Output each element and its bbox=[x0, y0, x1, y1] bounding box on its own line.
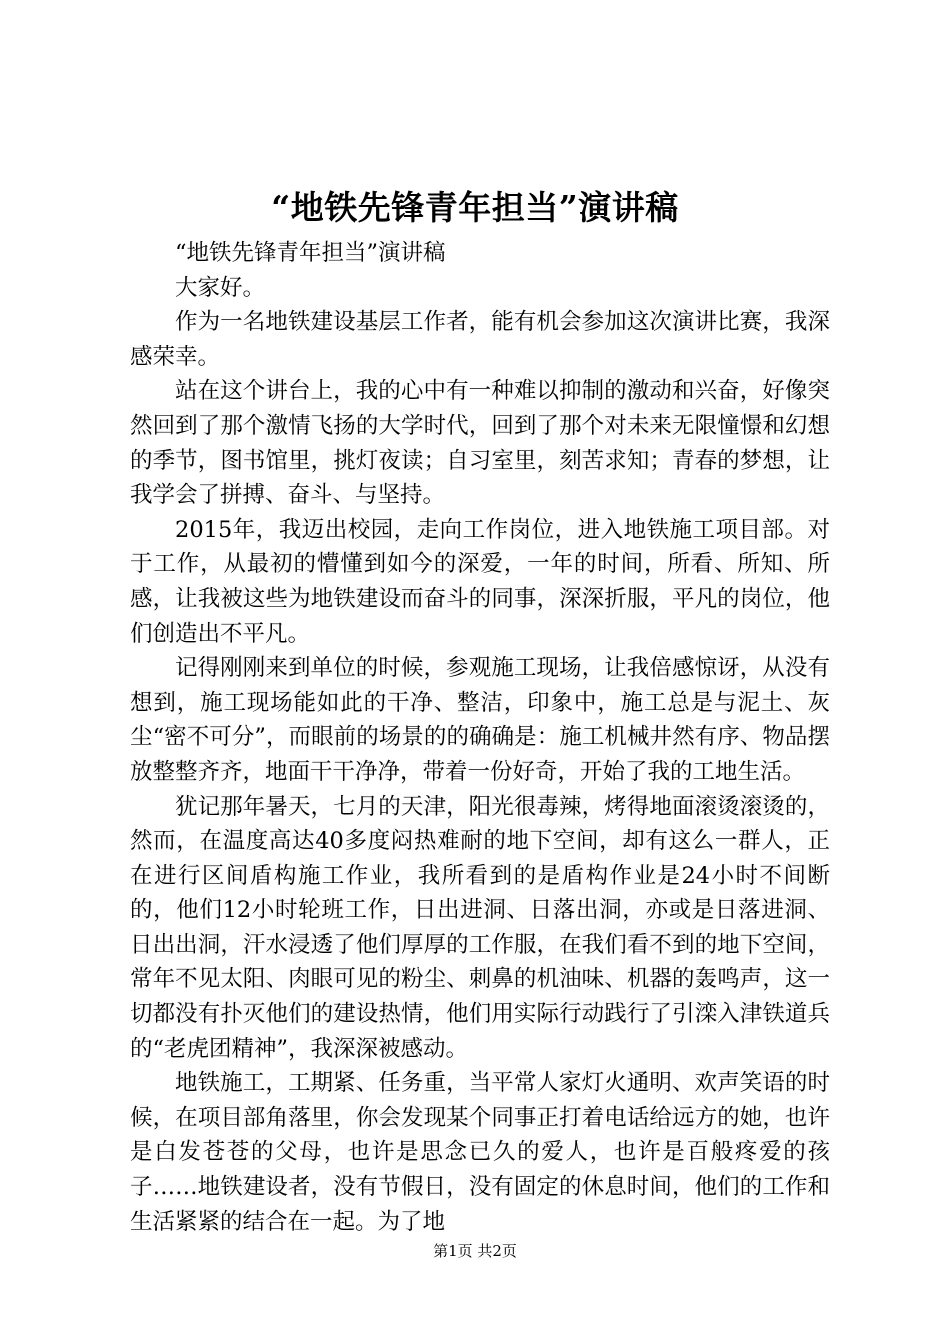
paragraph-2015: 2015年，我迈出校园，走向工作岗位，进入地铁施工项目部。对于工作，从最初的懵懂到如今的深爱，一年的时间，所看、所知、所感，让我被这些为地铁建设而奋斗的同事，深深折服，平凡的岗位，他们创造出不平凡。 bbox=[130, 516, 830, 647]
paragraph-construction: 地铁施工，工期紧、任务重，当平常人家灯火通明、欢声笑语的时候，在项目部角落里，你会发现某个同事正打着电话给远方的她，也许是白发苍苍的父母，也许是思念已久的爱人，也许是百般疼爱的孩子……地铁建设者，没有节假日，没有固定的休息时间，他们的工作和生活紧紧的结合在一起。为了地 bbox=[130, 1070, 830, 1235]
paragraph-summer: 犹记那年暑天，七月的天津，阳光很毒辣，烤得地面滚烫滚烫的，然而，在温度高达40多度闷热难耐的地下空间，却有这么一群人，正在进行区间盾构施工作业，我所看到的是盾构作业是24小时不间断的，他们12小时轮班工作，日出进洞、日落出洞，亦或是日落进洞、日出出洞，汗水浸透了他们厚厚的工作服，在我们看不到的地下空间，常年不见太阳、肉眼可见的粉尘、刺鼻的机油味、机器的轰鸣声，这一切都没有扑灭他们的建设热情，他们用实际行动践行了引滦入津铁道兵的“老虎团精神”，我深深被感动。 bbox=[130, 793, 830, 1062]
document-title: “地铁先锋青年担当”演讲稿 bbox=[271, 188, 679, 227]
page-number-footer: 第1页 共2页 bbox=[433, 1242, 517, 1260]
document-body bbox=[130, 236, 830, 1239]
paragraph-heading-repeat: “地铁先锋青年担当”演讲稿 bbox=[175, 240, 446, 266]
paragraph-podium: 站在这个讲台上，我的心中有一种难以抑制的激动和兴奋，好像突然回到了那个激情飞扬的大学时代，回到了那个对未来无限憧憬和幻想的季节，图书馆里，挑灯夜读；自习室里，刻苦求知；青春的梦想，让我学会了拼搏、奋斗、与坚持。 bbox=[130, 378, 830, 509]
paragraph-greeting: 大家好。 bbox=[175, 274, 266, 301]
paragraph-intro: 作为一名地铁建设基层工作者，能有机会参加这次演讲比赛，我深感荣幸。 bbox=[130, 309, 830, 370]
paragraph-site-visit: 记得刚刚来到单位的时候，参观施工现场，让我倍感惊讶，从没有想到，施工现场能如此的干净、整洁，印象中，施工总是与泥土、灰尘“密不可分”，而眼前的场景的的确确是：施工机械井然有序、物品摆放整整齐齐，地面干干净净，带着一份好奇，开始了我的工地生活。 bbox=[130, 655, 830, 785]
